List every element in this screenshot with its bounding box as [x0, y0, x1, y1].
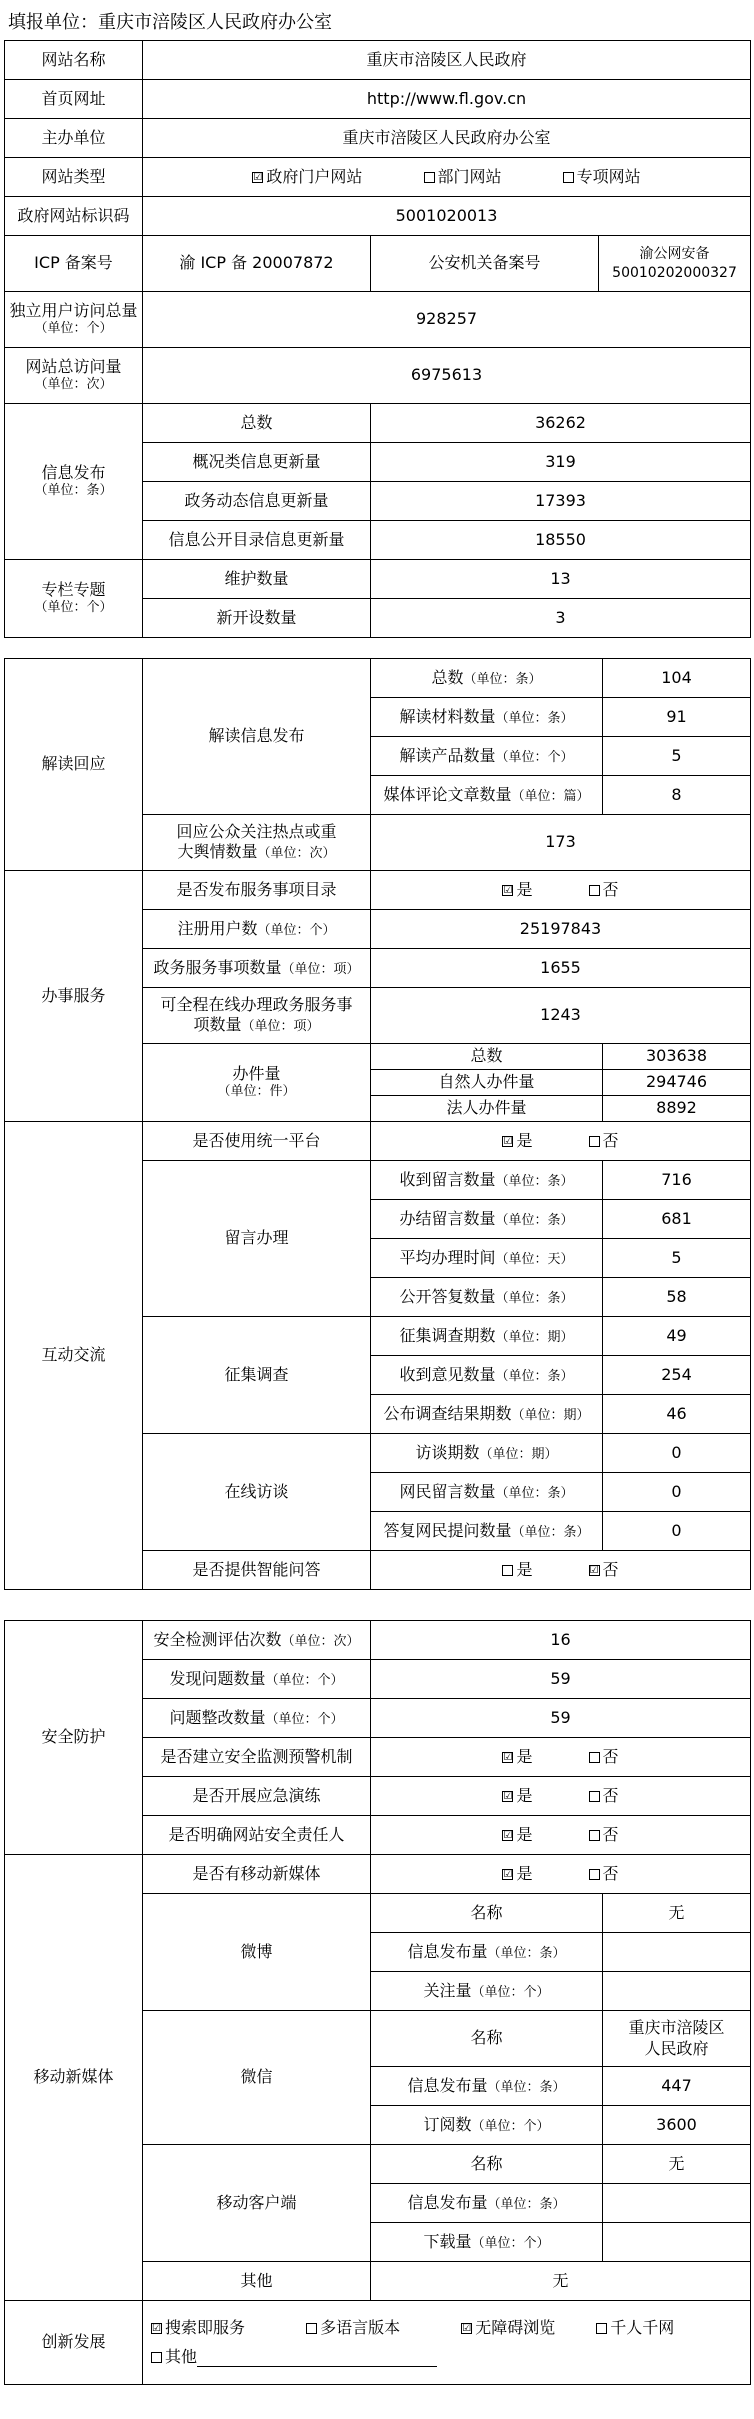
checkbox-icon[interactable]: [563, 172, 574, 183]
checkbox-icon[interactable]: [589, 1752, 600, 1763]
checkbox-icon[interactable]: [589, 1830, 600, 1841]
checkbox-icon[interactable]: [151, 2352, 162, 2363]
checkbox-checked-icon[interactable]: ☑: [503, 1829, 513, 1841]
report-unit: 填报单位：重庆市涪陵区人民政府办公室: [8, 12, 332, 33]
checkbox-checked-icon[interactable]: ☑: [503, 1751, 513, 1763]
checkbox-checked-icon[interactable]: ☑: [589, 1564, 599, 1576]
checkbox-checked-icon[interactable]: ☑: [503, 884, 513, 896]
checkbox-checked-icon[interactable]: ☑: [152, 2322, 161, 2334]
other-blank-line[interactable]: [197, 2366, 437, 2367]
checkbox-checked-icon[interactable]: ☑: [253, 171, 263, 183]
checkbox-icon[interactable]: [424, 172, 435, 183]
security-media-table: 安全防护 安全检测评估次数（单位：次） 16 发现问题数量（单位：个） 59 问题整改数量（单位：个） 59 是否建立安全监测预警机制 ☑ 是 否 是否开展应急演练 ☑ 是 否 是否明确网站安全责任人 ☑ 是 否 移动新媒体 是否有移动新媒体 ☑ 是 否 微博 名称 无 信息发布量（单位：条） 关注量（单位：个） 微信 名称 重庆市涪陵区 人民政府 信息发布量（单位：条） 447 订阅数（单位：个） 3600 移动客户端 名称 无 信息发布量（单位：条） 下载量（单位：个） 其他 无 创新发展 ☑ 搜索即服务 多语言版本 ☑ 无障碍浏览 千人千网 其他: [4, 1620, 751, 2385]
checkbox-icon[interactable]: [589, 1136, 600, 1147]
checkbox-icon[interactable]: [589, 1791, 600, 1802]
checkbox-checked-icon[interactable]: ☑: [503, 1868, 513, 1880]
checkbox-checked-icon[interactable]: ☑: [503, 1790, 513, 1802]
checkbox-icon[interactable]: [589, 1869, 600, 1880]
checkbox-icon[interactable]: [596, 2323, 607, 2334]
checkbox-checked-icon[interactable]: ☑: [462, 2322, 472, 2334]
checkbox-icon[interactable]: [589, 885, 600, 896]
checkbox-checked-icon[interactable]: ☑: [503, 1135, 513, 1147]
checkbox-icon[interactable]: [306, 2323, 317, 2334]
basic-info-table: 网站名称 重庆市涪陵区人民政府 首页网址 http://www.fl.gov.cn 主办单位 重庆市涪陵区人民政府办公室 网站类型 ☑ 政府门户网站 部门网站 专项网站 政府网站标识码 5001020013 ICP 备案号 渝 ICP 备 20007872 公安机关备案号 渝公网安备 50010202000327 独立用户访问总量 （单位：个） 928257 网站总访问量 （单位：次） 6975613 信息发布 （单位：条） 总数 36262 概况类信息更新量 319 政务动态信息更新量 17393 信息公开目录信息更新量 18550 专栏专题 （单位：个） 维护数量 13 新开设数量 3: [4, 40, 751, 638]
checkbox-icon[interactable]: [502, 1565, 513, 1576]
service-interaction-table: 解读回应 解读信息发布 总数（单位：条） 104 解读材料数量（单位：条） 91 解读产品数量（单位：个） 5 媒体评论文章数量（单位：篇） 8 回应公众关注热点或重 大舆情数量（单位：次） 173 办事服务 是否发布服务事项目录 ☑ 是 否 注册用户数（单位：个） 25197843 政务服务事项数量（单位：项） 1655 可全程在线办理政务服务事 项数量（单位：项） 1243 办件量 （单位：件） 总数 303638 自然人办件量 294746 法人办件量 8892 互动交流 是否使用统一平台 ☑ 是 否 留言办理 收到留言数量（单位：条） 716 办结留言数量（单位：条） 681 平均办理时间（单位：天） 5 公开答复数量（单位：条） 58 征集调查 征集调查期数（单位：期） 49 收到意见数量（单位：条） 254 公布调查结果期数（单位：期） 46 在线访谈 访谈期数（单位：期） 0 网民留言数量（单位：条） 0 答复网民提问数量（单位：条） 0 是否提供智能问答 是 ☑ 否: [4, 658, 751, 1590]
home-url-link[interactable]: http://www.fl.gov.cn: [143, 80, 751, 119]
